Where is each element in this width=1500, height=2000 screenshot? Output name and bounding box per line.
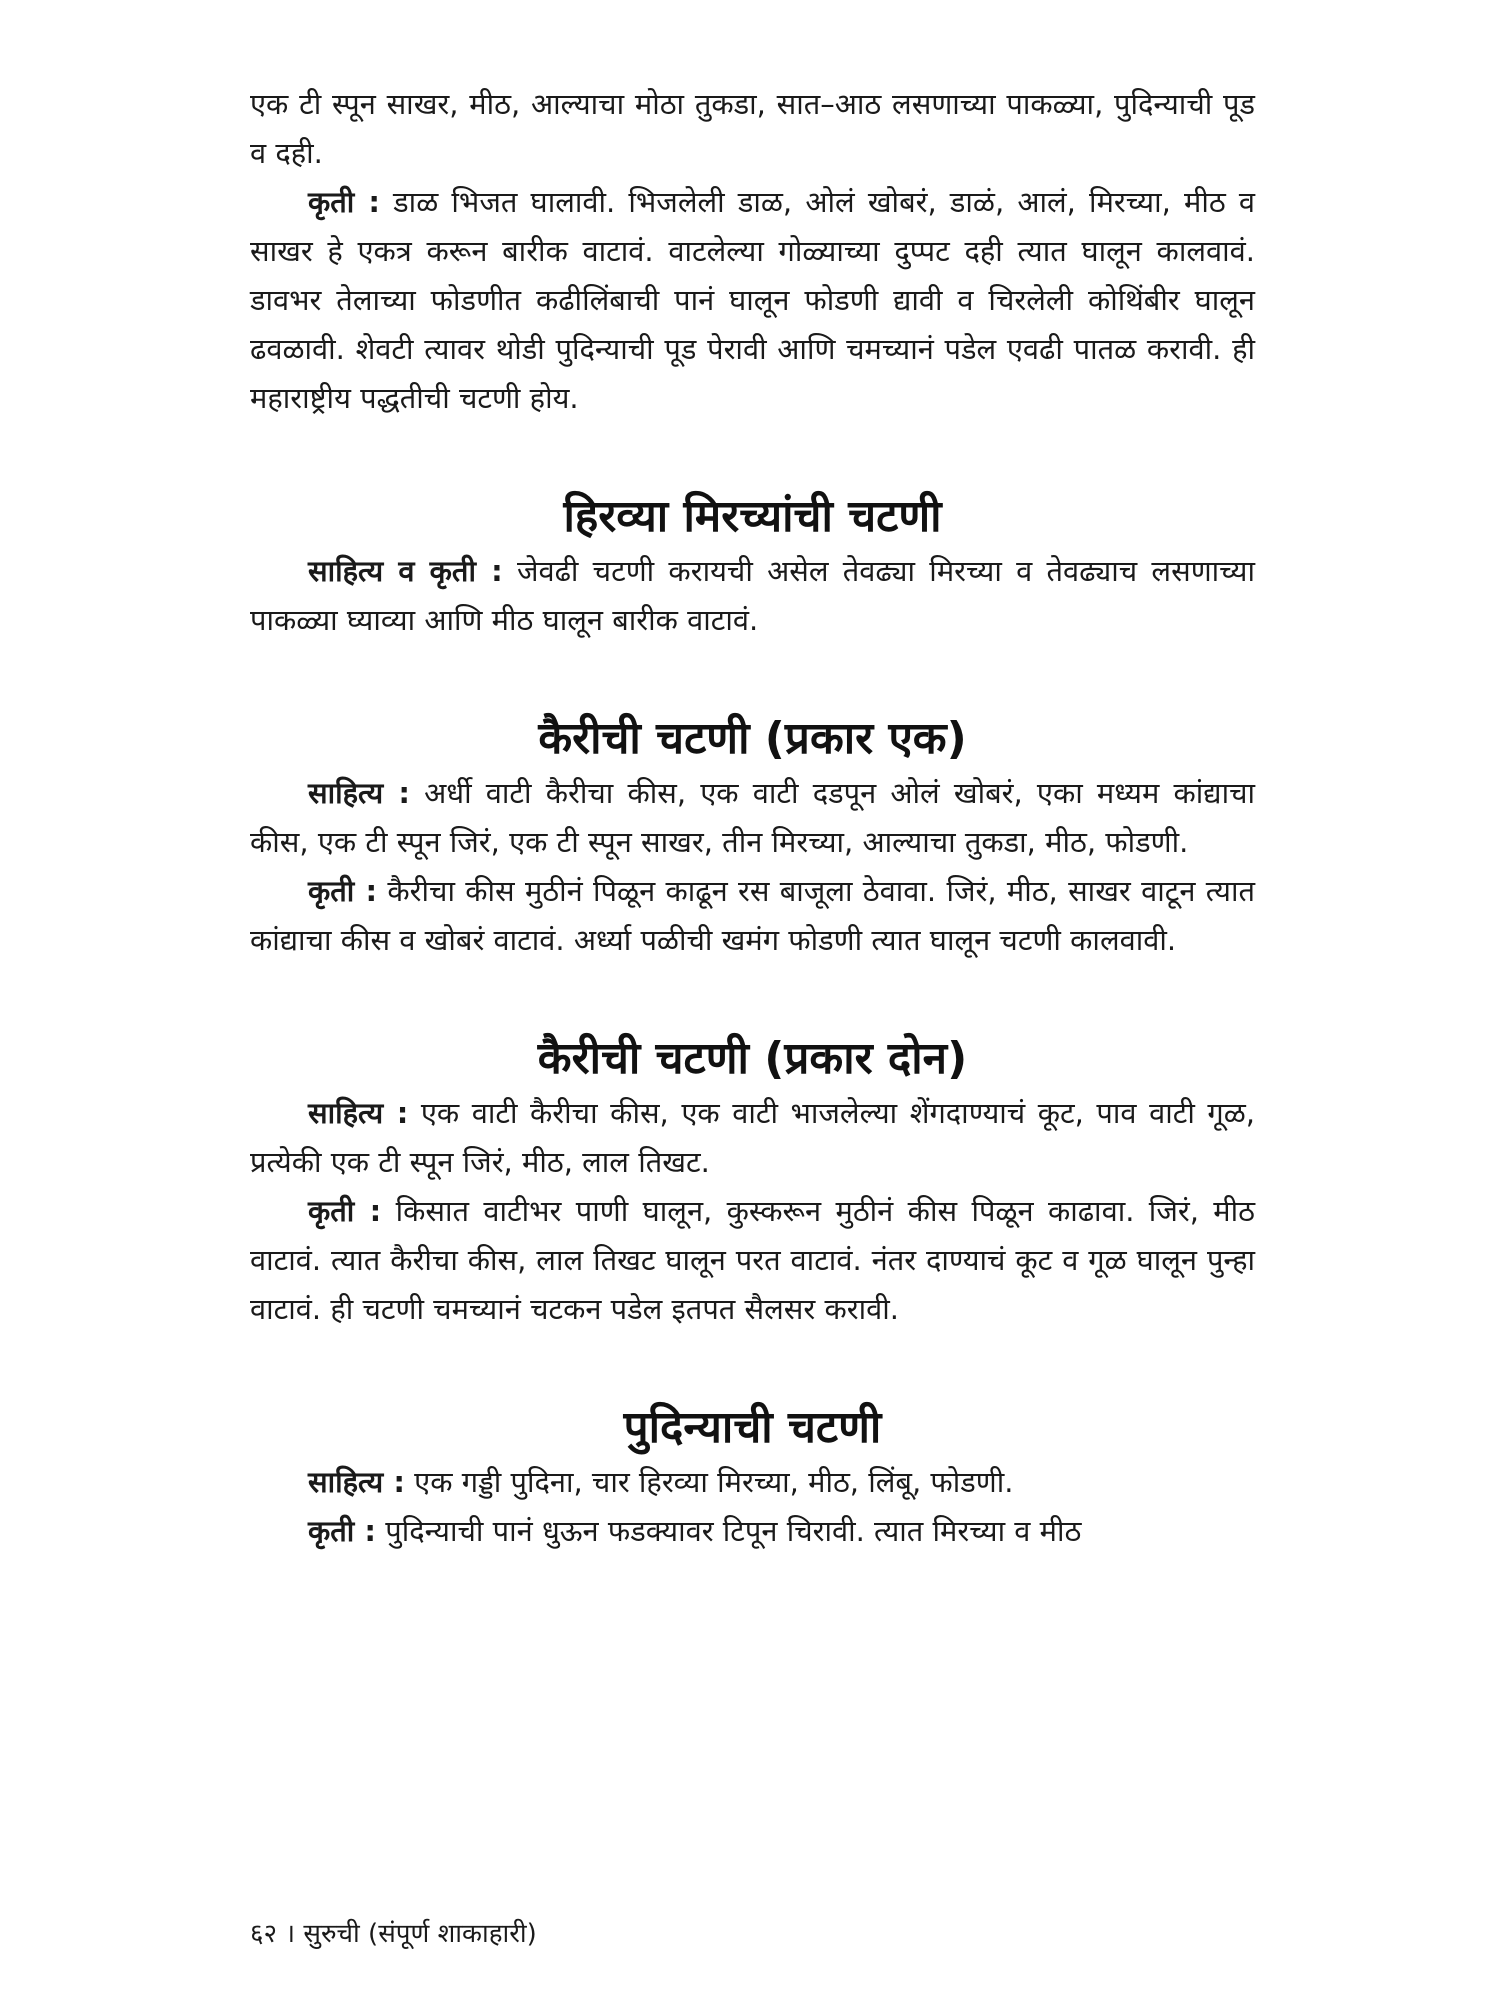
ingredients-text: एक वाटी कैरीचा कीस, एक वाटी भाजलेल्या शेंगदाण्याचं कूट, पाव वाटी गूळ, प्रत्येकी एक टी स्पून जिरं, मीठ, लाल तिखट. — [250, 1096, 1256, 1179]
method-text: डाळ भिजत घालावी. भिजलेली डाळ, ओलं खोबरं, डाळं, आलं, मिरच्या, मीठ व साखर हे एकत्र करून बारीक वाटावं. वाटलेल्या गोळ्याच्या दुप्पट दही त्यात घालून कालवावं. डावभर तेलाच्या फोडणीत कढीलिंबाची पानं घालून फोडणी द्यावी व चिरलेली कोथिंबीर घालून ढवळावी. शेवटी त्यावर थोडी पुदिन्याची पूड पेरावी आणि चमच्यानं पडेल एवढी पातळ करावी. ही महाराष्ट्रीय पद्धतीची चटणी होय. — [250, 185, 1256, 415]
ingredients-label: साहित्य : — [308, 1096, 409, 1130]
ingredients-label: साहित्य : — [308, 776, 410, 810]
method-label: कृती : — [308, 185, 380, 219]
recipe-title: पुदिन्याची चटणी — [623, 1402, 882, 1453]
intro-ingredients-paragraph: एक टी स्पून साखर, मीठ, आल्याचा मोठा तुकडा, सात–आठ लसणाच्या पाकळ्या, पुदिन्याची पूड व दही. — [250, 87, 1255, 170]
ingredients-label: साहित्य : — [308, 1465, 405, 1499]
recipe-method-paragraph — [250, 867, 1255, 965]
recipe-method-paragraph — [250, 1187, 1255, 1334]
recipe-section — [250, 709, 1255, 965]
method-label: कृती : — [308, 874, 378, 908]
recipe-ingredients-paragraph — [250, 1089, 1255, 1187]
recipe-method-paragraph — [250, 1507, 1255, 1556]
ingredients-text: एक गड्डी पुदिना, चार हिरव्या मिरच्या, मीठ, लिंबू, फोडणी. — [404, 1465, 1014, 1499]
recipe-section — [250, 1398, 1255, 1556]
recipe-title: हिरव्या मिरच्यांची चटणी — [563, 491, 942, 542]
recipe-ingredients-paragraph — [250, 1458, 1255, 1507]
method-text: पुदिन्याची पानं धुऊन फडक्यावर टिपून चिरावी. त्यात मिरच्या व मीठ — [376, 1514, 1082, 1548]
recipe-section — [250, 1029, 1255, 1334]
recipe-ingredients-paragraph — [250, 547, 1255, 645]
method-label: कृती : — [308, 1194, 382, 1228]
ingredients-label: साहित्य व कृती : — [308, 554, 503, 588]
recipe-ingredients-paragraph — [250, 769, 1255, 867]
method-label: कृती : — [308, 1514, 377, 1548]
recipe-title: कैरीची चटणी (प्रकार एक) — [538, 713, 967, 764]
ingredients-text: जेवढी चटणी करायची असेल तेवढ्या मिरच्या व तेवढ्याच लसणाच्या पाकळ्या घ्याव्या आणि मीठ घालून बारीक वाटावं. — [250, 554, 1255, 637]
recipe-title: कैरीची चटणी (प्रकार दोन) — [537, 1033, 968, 1084]
page-footer: ६२ । सुरुची (संपूर्ण शाकाहारी) — [250, 1919, 537, 1949]
page-body — [250, 80, 1255, 1970]
method-text: किसात वाटीभर पाणी घालून, कुस्करून मुठीनं कीस पिळून काढावा. जिरं, मीठ वाटावं. त्यात कैरीचा कीस, लाल तिखट घालून परत वाटावं. नंतर दाण्याचं कूट व गूळ घालून पुन्हा वाटावं. ही चटणी चमच्यानं चटकन पडेल इतपत सैलसर करावी. — [250, 1194, 1256, 1326]
recipe-section — [250, 487, 1255, 645]
method-text: कैरीचा कीस मुठीनं पिळून काढून रस बाजूला ठेवावा. जिरं, मीठ, साखर वाटून त्यात कांद्याचा कीस व खोबरं वाटावं. अर्ध्या पळीची खमंग फोडणी त्यात घालून चटणी कालवावी. — [250, 874, 1255, 957]
ingredients-text: अर्धी वाटी कैरीचा कीस, एक वाटी दडपून ओलं खोबरं, एका मध्यम कांद्याचा कीस, एक टी स्पून जिरं, एक टी स्पून साखर, तीन मिरच्या, आल्याचा तुकडा, मीठ, फोडणी. — [250, 776, 1256, 859]
intro-method-paragraph — [250, 178, 1255, 423]
